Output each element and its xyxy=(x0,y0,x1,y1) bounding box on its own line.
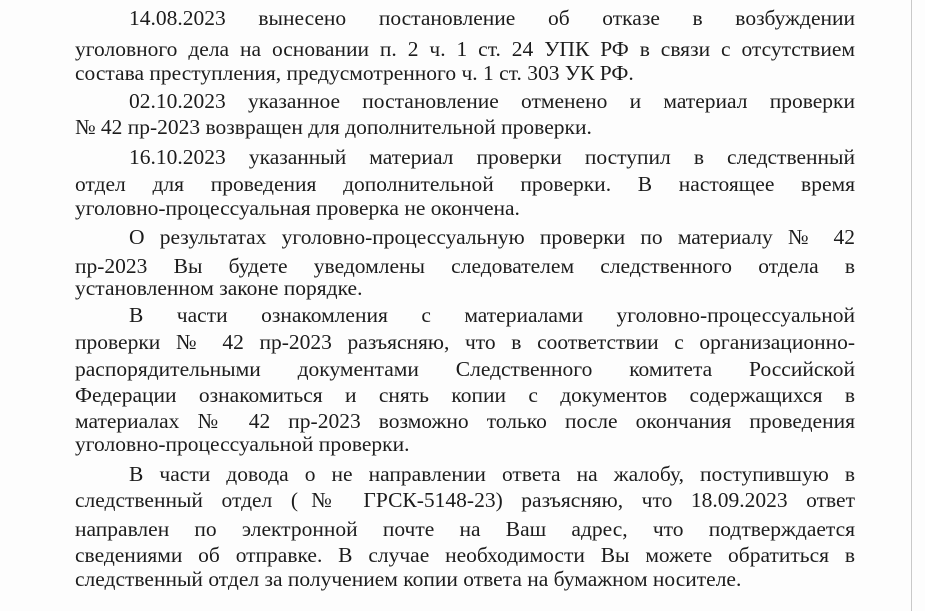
text-line: В части довода о не направлении ответа на жалобу, поступившую в xyxy=(129,462,855,486)
text-line: распорядительными документами Следственного комитета Российской xyxy=(75,357,855,381)
text-line: № 42 пр-2023 возвращен для дополнительной проверки. xyxy=(75,115,592,139)
text-line: следственный отдел за получением копии ответа на бумажном носителе. xyxy=(75,567,742,591)
text-line: 14.08.2023 вынесено постановление об отказе в возбуждении xyxy=(129,6,855,30)
text-line: отдел для проведения дополнительной проверки. В настоящее время xyxy=(75,172,855,196)
text-line: установленном законе порядке. xyxy=(75,276,363,300)
text-line: 16.10.2023 указанный материал проверки поступил в следственный xyxy=(129,145,855,169)
text-line: состава преступления, предусмотренного ч. 1 ст. 303 УК РФ. xyxy=(75,61,634,85)
text-line: проверки № 42 пр-2023 разъясняю, что в соответствии с организационно- xyxy=(75,330,855,354)
text-line: уголовно-процессуальной проверки. xyxy=(75,432,410,456)
page-edge xyxy=(911,0,912,611)
text-line: уголовно-процессуальная проверка не окончена. xyxy=(75,196,520,220)
text-line: направлен по электронной почте на Ваш адрес, что подтверждается xyxy=(75,517,855,541)
text-line: Федерации ознакомиться и снять копии с документов содержащихся в xyxy=(75,383,855,407)
text-line: 02.10.2023 указанное постановление отменено и материал проверки xyxy=(129,89,855,113)
text-line: В части ознакомления с материалами уголовно-процессуальной xyxy=(129,303,855,327)
text-line: сведениями об отправке. В случае необходимости Вы можете обратиться в xyxy=(75,543,855,567)
text-line: уголовного дела на основании п. 2 ч. 1 ст. 24 УПК РФ в связи с отсутствием xyxy=(75,37,855,61)
text-line: О результатах уголовно-процессуальную проверки по материалу № 42 xyxy=(129,225,855,249)
text-line: следственный отдел (№ ГРСК-5148-23) разъясняю, что 18.09.2023 ответ xyxy=(75,488,855,512)
text-line: пр-2023 Вы будете уведомлены следователем следственного отдела в xyxy=(75,254,855,278)
text-line: материалах № 42 пр-2023 возможно только после окончания проведения xyxy=(75,409,855,433)
